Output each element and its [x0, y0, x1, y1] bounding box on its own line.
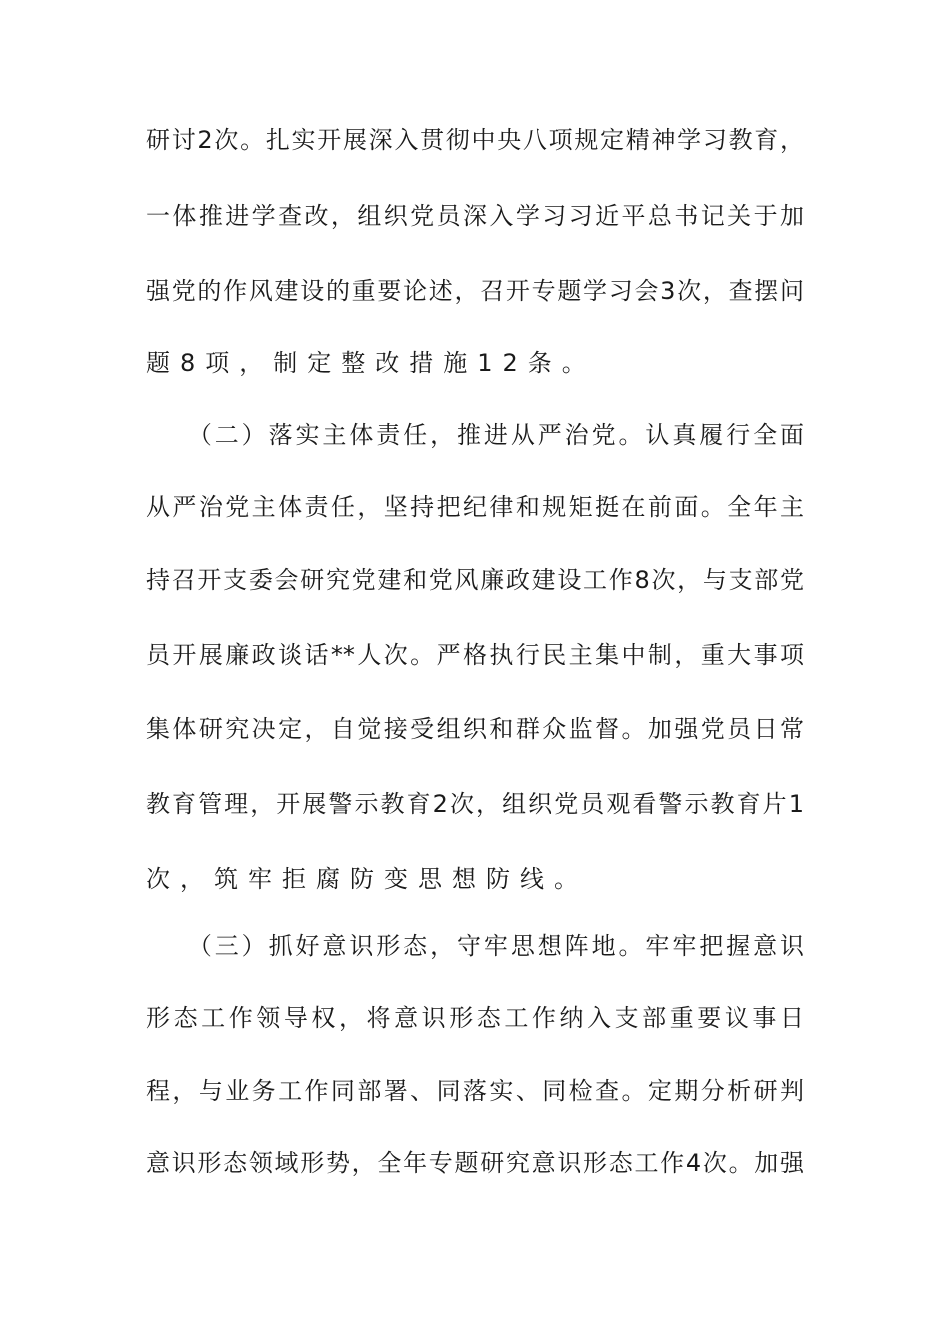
paragraph-line: 研讨2次。扎实开展深入贯彻中央八项规定精神学习教育，	[146, 126, 804, 154]
paragraph-line: 持召开支委会研究党建和党风廉政建设工作8次，与支部党	[146, 566, 804, 594]
section-heading-line: （三）抓好意识形态，守牢思想阵地。牢牢把握意识	[146, 932, 804, 960]
paragraph-line: 次，筑牢拒腐防变思想防线。	[146, 865, 588, 893]
paragraph-line: 程，与业务工作同部署、同落实、同检查。定期分析研判	[146, 1077, 804, 1105]
paragraph-line: 题8项，制定整改措施12条。	[146, 349, 596, 377]
paragraph-line: 强党的作风建设的重要论述，召开专题学习会3次，查摆问	[146, 277, 804, 305]
paragraph-line: 一体推进学查改，组织党员深入学习习近平总书记关于加	[146, 202, 804, 230]
paragraph-line: 员开展廉政谈话**人次。严格执行民主集中制，重大事项	[146, 641, 804, 669]
paragraph-line: 意识形态领域形势，全年专题研究意识形态工作4次。加强	[146, 1149, 804, 1177]
section-heading-line: （二）落实主体责任，推进从严治党。认真履行全面	[146, 421, 804, 449]
paragraph-line: 教育管理，开展警示教育2次，组织党员观看警示教育片1	[146, 790, 804, 818]
paragraph-line: 集体研究决定，自觉接受组织和群众监督。加强党员日常	[146, 715, 804, 743]
paragraph-line: 形态工作领导权，将意识形态工作纳入支部重要议事日	[146, 1004, 804, 1032]
paragraph-line: 从严治党主体责任，坚持把纪律和规矩挺在前面。全年主	[146, 493, 804, 521]
